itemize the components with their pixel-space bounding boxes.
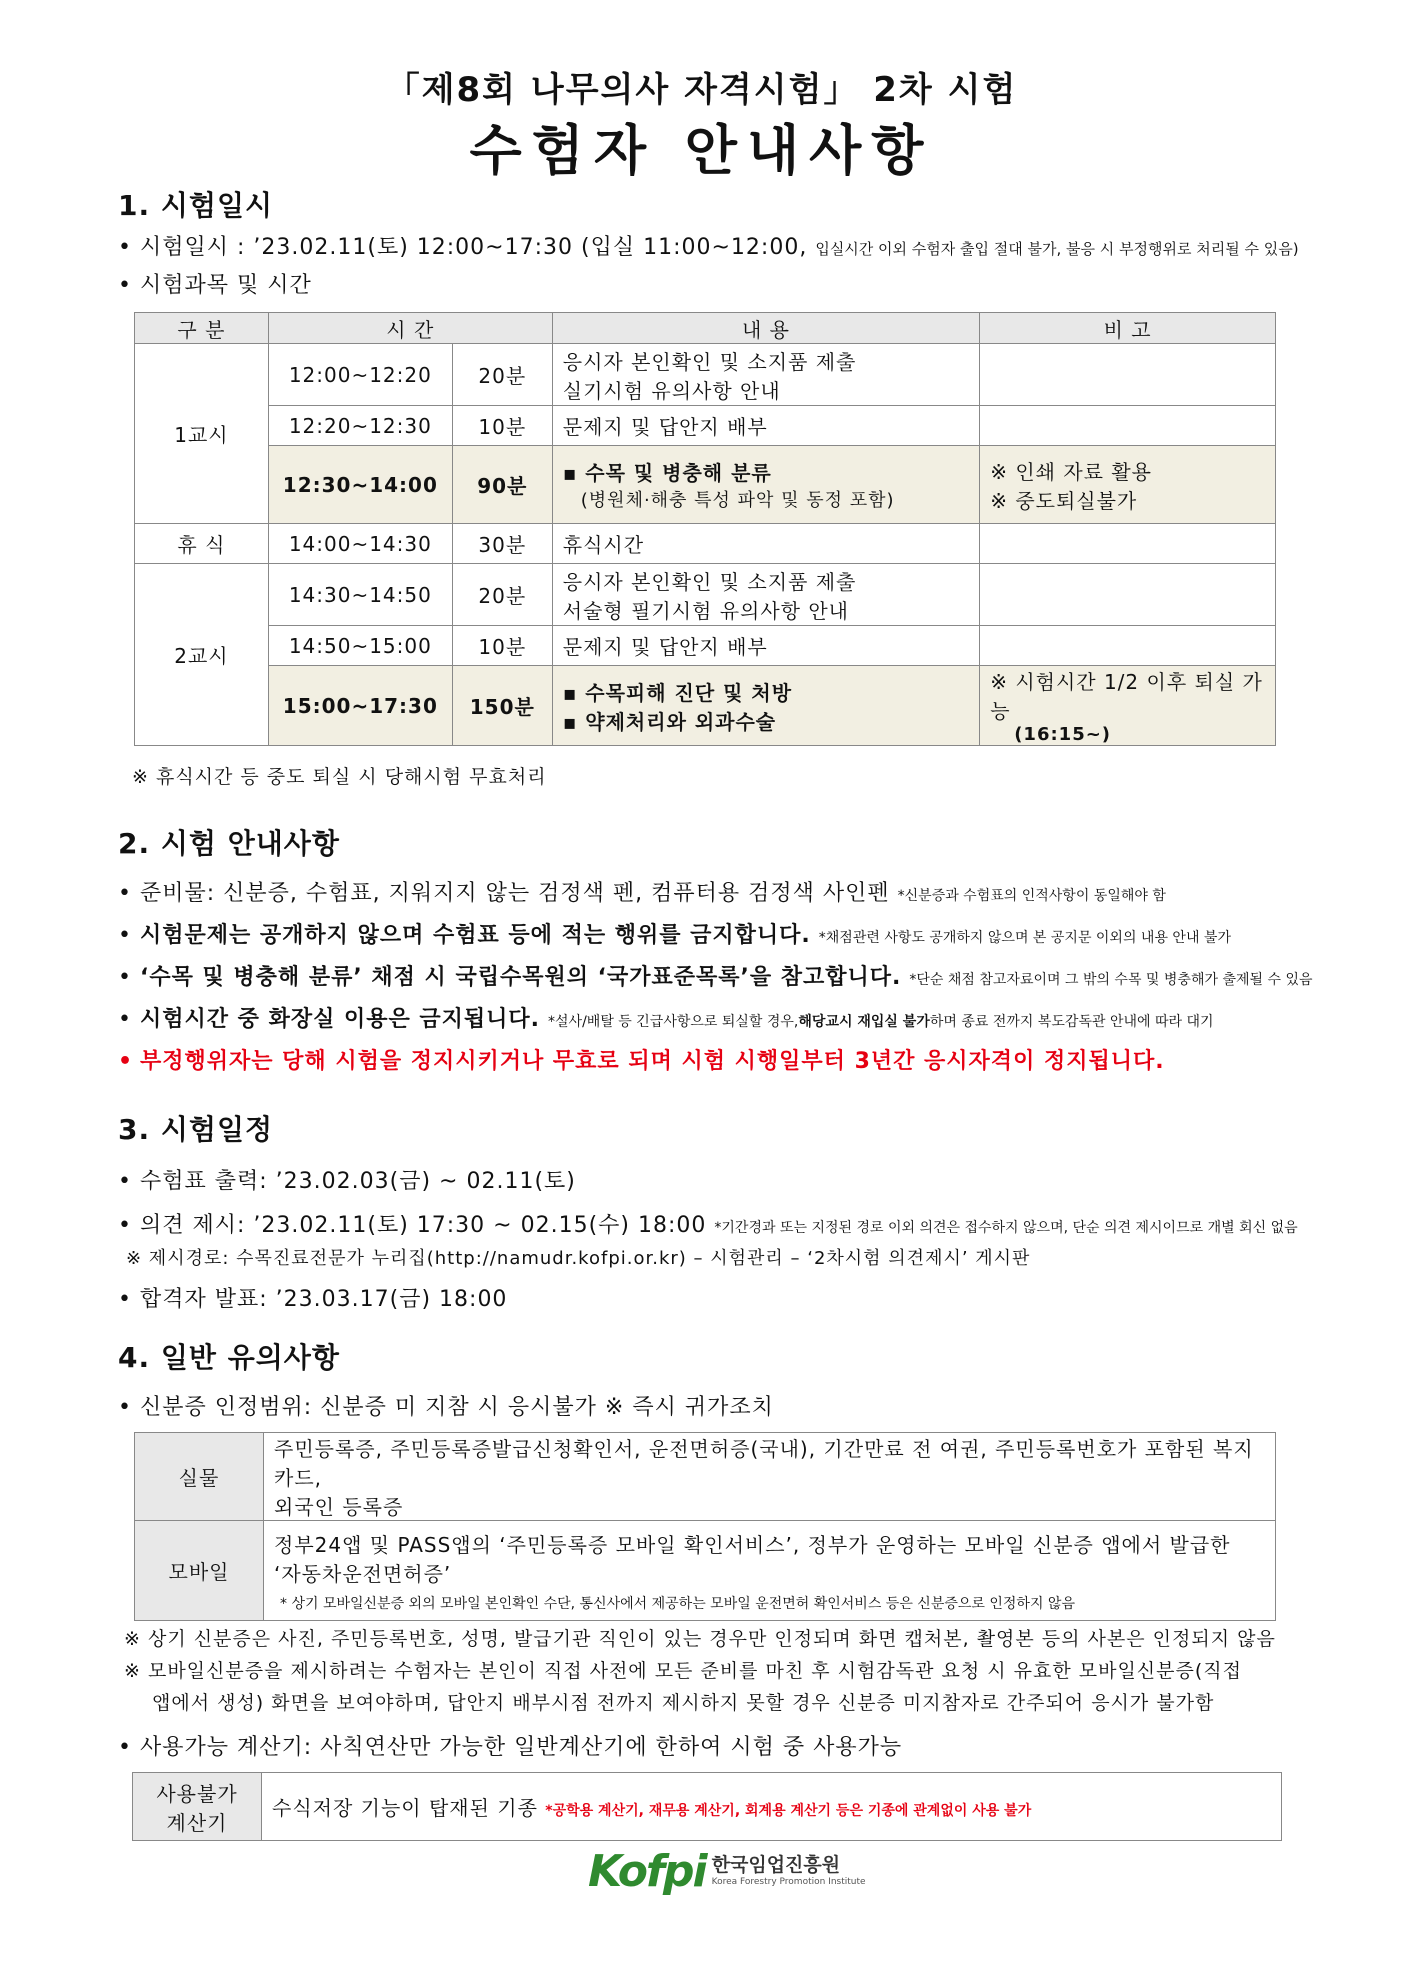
calculator-line: • 사용가능 계산기: 사칙연산만 가능한 일반계산기에 한하여 시험 중 사용가능	[118, 1735, 903, 1760]
table-row	[135, 1433, 1276, 1521]
row-duration: 30분	[452, 524, 552, 564]
table-row	[135, 626, 1276, 666]
period-1-label: 1교시	[135, 344, 269, 524]
row-note	[980, 626, 1276, 666]
header-category: 구 분	[135, 313, 269, 344]
section-heading-4: 4. 일반 유의사항	[118, 1341, 340, 1374]
row-duration: 90분	[452, 446, 552, 524]
row-note	[980, 524, 1276, 564]
result-line: • 합격자 발표: ’23.03.17(금) 18:00	[118, 1287, 508, 1312]
table-row	[133, 1773, 1282, 1841]
row-time: 14:30~14:50	[268, 564, 452, 626]
row-note: ※ 시험시간 1/2 이후 퇴실 가능 (16:15~)	[980, 666, 1276, 746]
row-time: 14:00~14:30	[268, 524, 452, 564]
table-header-row	[135, 313, 1276, 344]
row-content: ▪ 수목피해 진단 및 처방 ▪ 약제처리와 외과수술	[552, 666, 979, 746]
id-scope-line: • 신분증 인정범위: 신분증 미 지참 시 응시불가 ※ 즉시 귀가조치	[118, 1395, 774, 1420]
table-row	[135, 564, 1276, 626]
subjects-label: • 시험과목 및 시간	[118, 273, 312, 298]
row-time: 12:20~12:30	[268, 406, 452, 446]
schedule-table	[134, 312, 1276, 746]
table-row	[135, 524, 1276, 564]
opinion-line: • 의견 제시: ’23.02.11(토) 17:30 ~ 02.15(수) 18:00 *기간경과 또는 지정된 경로 이외 의견은 접수하지 않으며, 단순 의견 제시이므로 개별 회신 없음	[118, 1213, 1298, 1238]
row-duration: 10분	[452, 626, 552, 666]
break-label: 휴 식	[135, 524, 269, 564]
header-time: 시 간	[268, 313, 552, 344]
calculator-table	[132, 1772, 1282, 1841]
row-content: 응시자 본인확인 및 소지품 제출 서술형 필기시험 유의사항 안내	[552, 564, 979, 626]
kofpi-logo-mark: Kofpi	[588, 1845, 706, 1897]
row-time: 14:50~15:00	[268, 626, 452, 666]
row-duration: 10분	[452, 406, 552, 446]
section-heading-3: 3. 시험일정	[118, 1113, 274, 1146]
table-row-highlight	[135, 666, 1276, 746]
exam-date-line: • 시험일시 : ’23.02.11(토) 12:00~17:30 (입실 11:00~12:00, 입실시간 이외 수험자 출입 절대 불가, 불응 시 부정행위로 처리될 수 있음)	[118, 235, 1299, 260]
row-note	[980, 564, 1276, 626]
calc-label: 사용불가 계산기	[133, 1773, 262, 1841]
list-item: • 시험시간 중 화장실 이용은 금지됩니다. *설사/배탈 등 긴급사항으로 퇴실할 경우,해당교시 재입실 불가하며 종료 전까지 복도감독관 안내에 따라 대기	[118, 1007, 1214, 1032]
section-heading-2: 2. 시험 안내사항	[118, 827, 340, 860]
opinion-route: ※ 제시경로: 수목진료전문가 누리집(http://namudr.kofpi.or.kr) – 시험관리 – ‘2차시험 의견제시’ 게시판	[126, 1248, 1031, 1269]
kofpi-logo-text: 한국임업진흥원 Korea Forestry Promotion Institute	[711, 1853, 866, 1887]
physical-id-label: 실물	[135, 1433, 264, 1521]
mobile-id-text: 정부24앱 및 PASS앱의 ‘주민등록증 모바일 확인서비스’, 정부가 운영하는 모바일 신분증 앱에서 발급한 ‘자동차운전면허증’ * 상기 모바일신분증 외의 모바일 본인확인 수단, 통신사에서 제공하는 모바일 운전면허 확인서비스 등은 신분증으로 인정하지 않음	[264, 1521, 1276, 1621]
table-row	[135, 406, 1276, 446]
section-heading-1: 1. 시험일시	[118, 189, 274, 222]
row-content: 문제지 및 답안지 배부	[552, 406, 979, 446]
row-note	[980, 406, 1276, 446]
row-duration: 20분	[452, 344, 552, 406]
row-duration: 150분	[452, 666, 552, 746]
header-content: 내 용	[552, 313, 979, 344]
header-note: 비 고	[980, 313, 1276, 344]
row-note	[980, 344, 1276, 406]
row-time: 15:00~17:30	[268, 666, 452, 746]
list-item: • ‘수목 및 병충해 분류’ 채점 시 국립수목원의 ‘국가표준목록’을 참고합니다. *단순 채점 참고자료이며 그 밖의 수목 및 병충해가 출제될 수 있음	[118, 965, 1313, 990]
row-time: 12:30~14:00	[268, 446, 452, 524]
row-content: 휴식시간	[552, 524, 979, 564]
exam-date-text: 시험일시 : ’23.02.11(토) 12:00~17:30 (입실 11:00~12:00,	[140, 235, 808, 260]
exam-date-note: 입실시간 이외 수험자 출입 절대 불가, 불응 시 부정행위로 처리될 수 있음)	[815, 240, 1299, 258]
row-content: ▪ 수목 및 병충해 분류 (병원체·해충 특성 파악 및 동정 포함)	[552, 446, 979, 524]
table-row	[135, 344, 1276, 406]
mobile-id-label: 모바일	[135, 1521, 264, 1621]
row-content: 문제지 및 답안지 배부	[552, 626, 979, 666]
id-note-1: ※ 상기 신분증은 사진, 주민등록번호, 성명, 발급기관 직인이 있는 경우만 인정되며 화면 캡처본, 촬영본 등의 사본은 인정되지 않음	[124, 1628, 1276, 1650]
schedule-footnote: ※ 휴식시간 등 중도 퇴실 시 당해시험 무효처리	[132, 766, 547, 788]
calc-text: 수식저장 기능이 탑재된 기종 *공학용 계산기, 재무용 계산기, 회계용 계산기 등은 기종에 관계없이 사용 불가	[262, 1773, 1282, 1841]
physical-id-text: 주민등록증, 주민등록증발급신청확인서, 운전면허증(국내), 기간만료 전 여권, 주민등록번호가 포함된 복지카드, 외국인 등록증	[264, 1433, 1276, 1521]
row-time: 12:00~12:20	[268, 344, 452, 406]
id-note-2b: 앱에서 생성) 화면을 보여야하며, 답안지 배부시점 전까지 제시하지 못할 경우 신분증 미지참자로 간주되어 응시가 불가함	[152, 1692, 1215, 1714]
table-row-highlight	[135, 446, 1276, 524]
list-item: • 준비물: 신분증, 수험표, 지워지지 않는 검정색 펜, 컴퓨터용 검정색 사인펜 *신분증과 수험표의 인적사항이 동일해야 함	[118, 881, 1166, 906]
row-content: 응시자 본인확인 및 소지품 제출 실기시험 유의사항 안내	[552, 344, 979, 406]
id-table	[134, 1432, 1276, 1621]
table-row	[135, 1521, 1276, 1621]
warning-item: • 부정행위자는 당해 시험을 정지시키거나 무효로 되며 시험 시행일부터 3년간 응시자격이 정지됩니다.	[118, 1049, 1165, 1074]
ticket-print-line: • 수험표 출력: ’23.02.03(금) ~ 02.11(토)	[118, 1169, 576, 1194]
list-item: • 시험문제는 공개하지 않으며 수험표 등에 적는 행위를 금지합니다. *채점관련 사항도 공개하지 않으며 본 공지문 이외의 내용 안내 불가	[118, 923, 1231, 948]
document-subtitle: 수험자 안내사항	[469, 119, 934, 182]
period-2-label: 2교시	[135, 564, 269, 746]
document-title: 「제8회 나무의사 자격시험」 2차 시험	[385, 70, 1018, 110]
id-note-2a: ※ 모바일신분증을 제시하려는 수험자는 본인이 직접 사전에 모든 준비를 마친 후 시험감독관 요청 시 유효한 모바일신분증(직접	[124, 1660, 1242, 1682]
row-note: ※ 인쇄 자료 활용 ※ 중도퇴실불가	[980, 446, 1276, 524]
row-duration: 20분	[452, 564, 552, 626]
kofpi-logo	[588, 1845, 866, 1897]
